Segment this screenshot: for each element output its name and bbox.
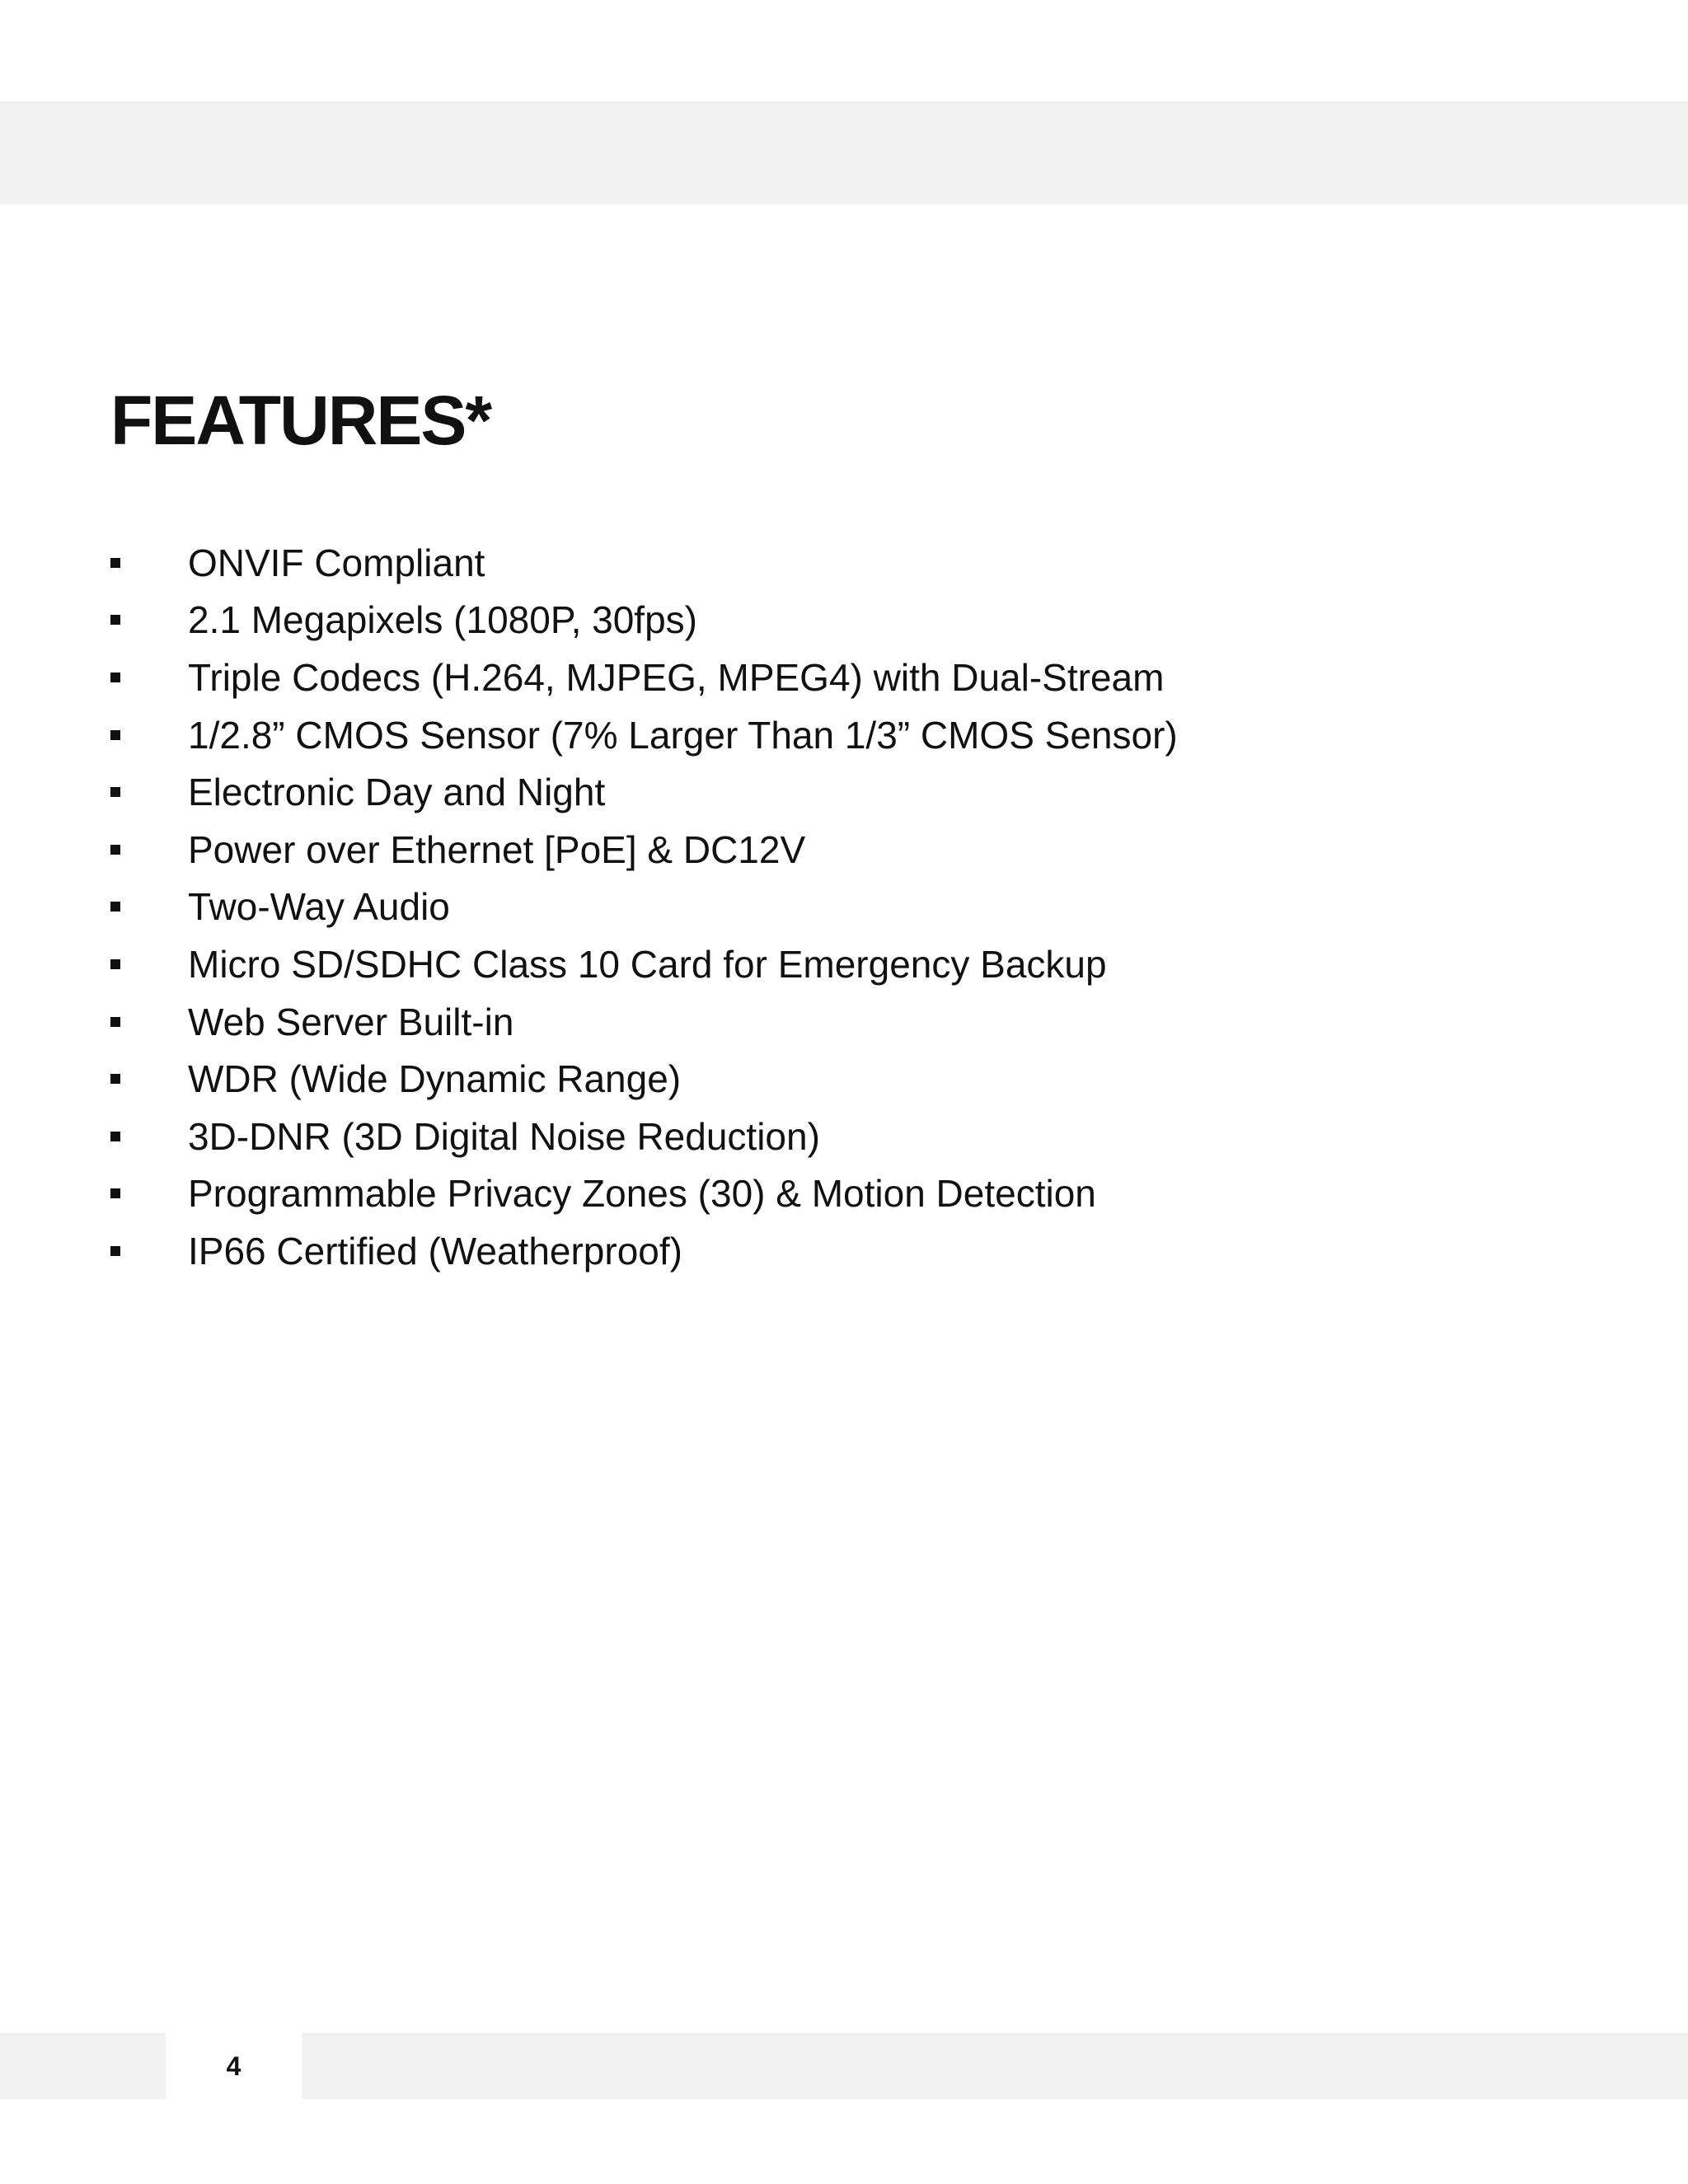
list-item [110,821,1178,879]
square-bullet-icon [110,1188,120,1198]
feature-text: Programmable Privacy Zones (30) & Motion Detection [188,1172,1096,1216]
list-item [110,879,1178,936]
square-bullet-icon [110,1017,120,1027]
feature-text: 1/2.8” CMOS Sensor (7% Larger Than 1/3” CMOS Sensor) [188,713,1178,757]
square-bullet-icon [110,673,120,682]
list-item [110,706,1178,764]
feature-text: Micro SD/SDHC Class 10 Card for Emergency Backup [188,942,1107,986]
list-item [110,935,1178,993]
feature-text: Web Server Built-in [188,1000,514,1043]
square-bullet-icon [110,730,120,740]
list-item [110,993,1178,1051]
header-band [0,101,1688,204]
list-item [110,1222,1178,1280]
footer-band-right [302,2033,1688,2099]
feature-text: 2.1 Megapixels (1080P, 30fps) [188,598,697,642]
list-item [110,592,1178,649]
feature-text: Two-Way Audio [188,885,450,929]
list-item [110,649,1178,706]
square-bullet-icon [110,1246,120,1256]
square-bullet-icon [110,787,120,797]
feature-text: 3D-DNR (3D Digital Noise Reduction) [188,1114,820,1158]
square-bullet-icon [110,558,120,568]
page-title: FEATURES* [110,382,491,459]
feature-list [110,534,1178,1280]
square-bullet-icon [110,902,120,912]
feature-text: Triple Codecs (H.264, MJPEG, MPEG4) with Dual-Stream [188,655,1165,699]
square-bullet-icon [110,959,120,969]
list-item [110,1050,1178,1108]
feature-text: ONVIF Compliant [188,541,485,584]
square-bullet-icon [110,1074,120,1084]
square-bullet-icon [110,615,120,625]
feature-text: WDR (Wide Dynamic Range) [188,1057,682,1101]
feature-text: Electronic Day and Night [188,771,606,814]
square-bullet-icon [110,845,120,855]
square-bullet-icon [110,1132,120,1141]
list-item [110,534,1178,592]
feature-text: IP66 Certified (Weatherproof) [188,1229,682,1272]
list-item [110,763,1178,821]
footer-band-left [0,2033,166,2099]
list-item [110,1165,1178,1223]
list-item [110,1108,1178,1165]
page-number: 4 [226,2050,241,2081]
feature-text: Power over Ethernet [PoE] & DC12V [188,827,806,871]
